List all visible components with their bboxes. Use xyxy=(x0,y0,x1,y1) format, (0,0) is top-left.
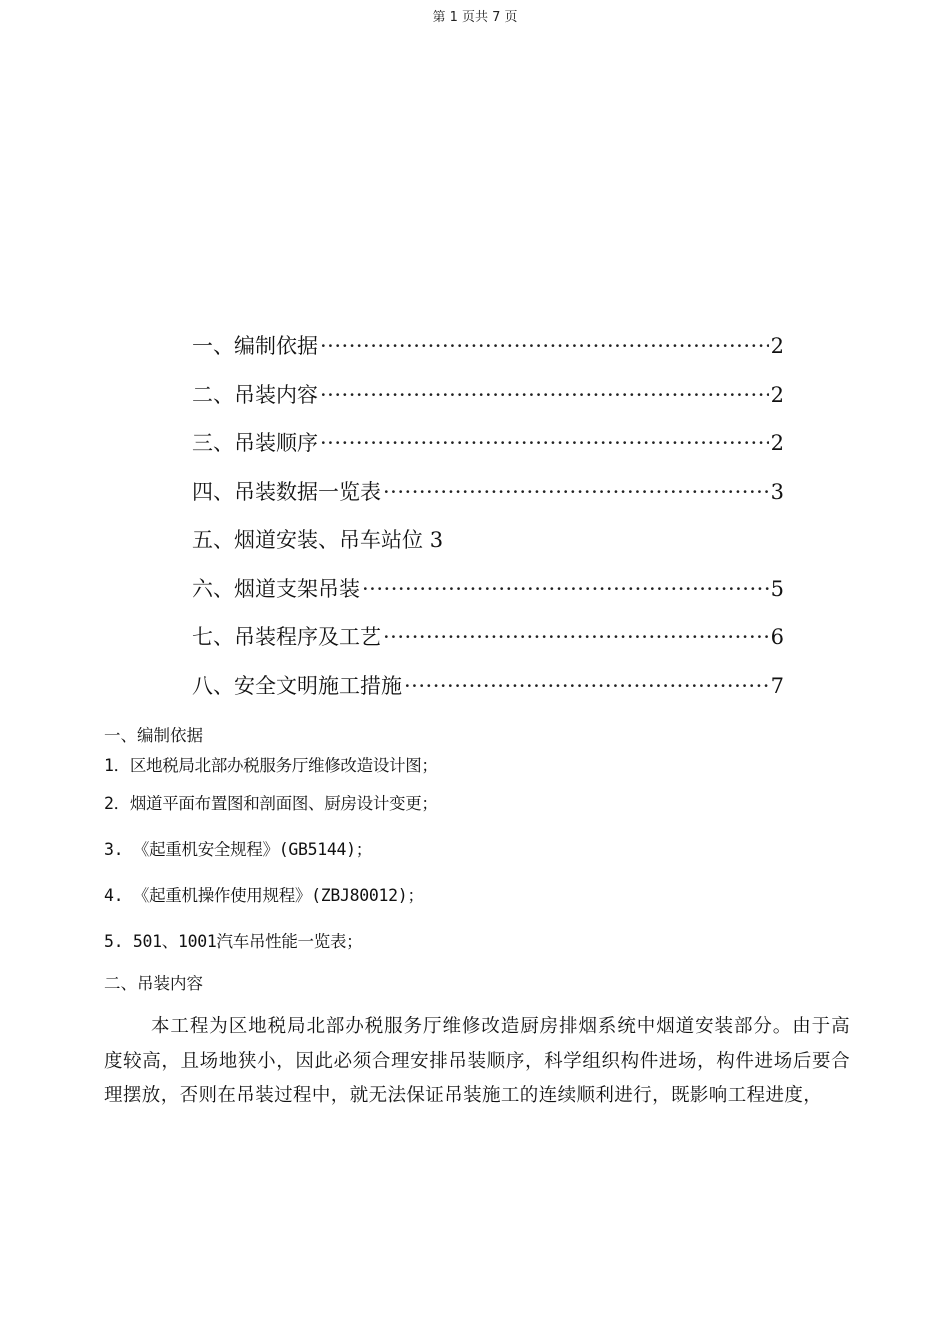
toc-entry-page: 7 xyxy=(770,673,784,698)
toc-entry-page: 3 xyxy=(770,479,784,504)
toc-dot-leader xyxy=(383,619,769,655)
toc-entry-title: 八、安全文明施工措施 xyxy=(192,673,402,698)
toc-entry[interactable] xyxy=(192,425,784,474)
toc-entry-page: 2 xyxy=(770,382,784,407)
toc-dot-leader xyxy=(320,377,769,413)
toc-entry[interactable] xyxy=(192,377,784,426)
list-item: 5. 501、1001汽车吊性能一览表； xyxy=(104,932,363,951)
page-header: 第 1 页共 7 页 xyxy=(432,10,518,25)
toc-entry-page: 2 xyxy=(770,334,784,358)
toc-dot-leader xyxy=(320,328,769,364)
toc-dot-leader xyxy=(320,425,769,461)
section-heading: 二、吊装内容 xyxy=(104,974,203,993)
toc-entry[interactable] xyxy=(192,522,784,571)
toc-entry-page: 3 xyxy=(429,528,444,552)
toc-dot-leader xyxy=(362,571,769,607)
toc-entry-title: 七、吊装程序及工艺 xyxy=(192,625,381,649)
toc-entry[interactable] xyxy=(192,668,784,717)
toc-entry-title: 五、烟道安装、吊车站位 xyxy=(192,528,423,552)
list-item: 1．区地税局北部办税服务厅维修改造设计图； xyxy=(104,756,438,775)
toc-entry-title: 二、吊装内容 xyxy=(192,382,318,407)
toc-dot-leader xyxy=(404,668,769,704)
toc-entry[interactable] xyxy=(192,474,784,523)
toc-dot-leader xyxy=(383,474,769,510)
toc-entry-title: 六、烟道支架吊装 xyxy=(192,576,360,601)
toc-entry-page: 5 xyxy=(770,576,784,601)
list-item: 4. 《起重机操作使用规程》(ZBJ80012)； xyxy=(104,886,424,905)
toc-entry[interactable] xyxy=(192,571,784,620)
toc-entry-title: 一、编制依据 xyxy=(192,334,318,358)
section-heading: 一、编制依据 xyxy=(104,726,203,745)
toc-entry-page: 2 xyxy=(770,431,784,455)
table-of-contents xyxy=(192,328,784,716)
document-body xyxy=(104,722,850,1114)
toc-entry[interactable] xyxy=(192,619,784,668)
toc-entry[interactable] xyxy=(192,328,784,377)
toc-entry-title: 四、吊装数据一览表 xyxy=(192,479,381,504)
toc-entry-title: 三、吊装顺序 xyxy=(192,431,318,455)
toc-entry-page: 6 xyxy=(770,625,784,649)
list-item: 2．烟道平面布置图和剖面图、厨房设计变更； xyxy=(104,794,438,813)
list-item: 3. 《起重机安全规程》(GB5144)； xyxy=(104,840,372,859)
body-paragraph: 本工程为区地税局北部办税服务厅维修改造厨房排烟系统中烟道安装部分。由于高度较高，且场地狭小，因此必须合理安排吊装顺序，科学组织构件进场，构件进场后要合理摆放，否则在吊装过程中，就无法保证吊装施工的连续顺利进行，既影响工程进度， xyxy=(104,1016,850,1106)
